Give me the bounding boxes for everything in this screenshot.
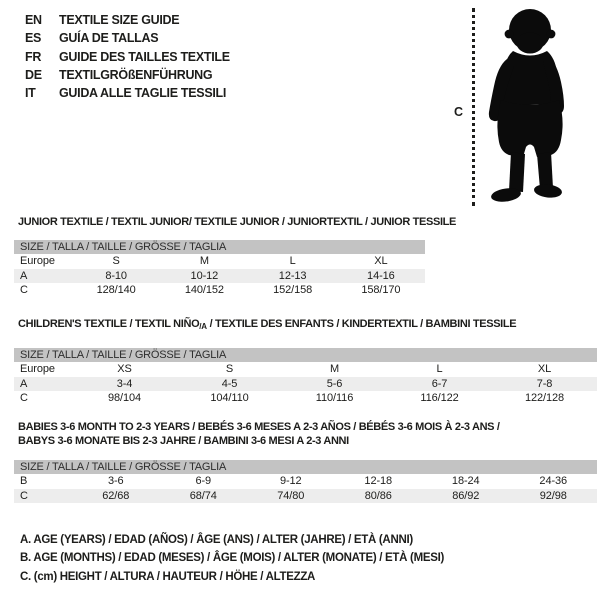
size-cell: 128/140	[96, 284, 136, 297]
note-age-years: A. AGE (YEARS) / EDAD (AÑOS) / ÂGE (ANS) / ALTER (JAHRE) / ETÀ (ANNI)	[20, 534, 413, 546]
size-cell: 5-6	[326, 377, 343, 390]
size-cell: XL	[374, 255, 388, 268]
height-dotted-line	[472, 8, 475, 206]
table-row-age	[14, 269, 425, 284]
size-cell: 68/74	[189, 489, 217, 502]
table-row-age	[14, 377, 597, 392]
size-cell: 80/86	[364, 489, 392, 502]
lang-code: EN	[25, 13, 42, 27]
title-part: CHILDREN'S TEXTILE / TEXTIL NIÑO	[18, 318, 200, 330]
size-header-bar: SIZE / TALLA / TAILLE / GRÖSSE / TAGLIA	[14, 348, 597, 362]
size-cell: S	[225, 363, 234, 376]
table-row-europe	[14, 254, 425, 269]
table-row-height	[14, 391, 597, 406]
size-cell: 12-18	[364, 475, 393, 488]
table-row-months	[14, 474, 597, 489]
lang-row-es	[25, 29, 230, 47]
lang-row-en	[25, 11, 230, 29]
size-cell: 3-4	[116, 377, 133, 390]
lang-row-de	[25, 66, 230, 84]
size-cell: 92/98	[539, 489, 567, 502]
height-marker-label: C	[454, 105, 464, 119]
section-title	[14, 420, 597, 448]
section-junior-textile	[14, 215, 457, 298]
size-cell: 3-6	[107, 475, 124, 488]
lang-code: IT	[25, 86, 36, 101]
size-cell: 14-16	[367, 269, 395, 282]
size-cell: 158/170	[361, 284, 401, 297]
size-cell: 152/158	[273, 284, 313, 297]
size-cell: M	[329, 363, 340, 376]
size-cell: 110/116	[315, 392, 354, 405]
size-cell: 24-36	[539, 475, 568, 488]
row-label: B	[20, 475, 28, 488]
size-header-bar: SIZE / TALLA / TAILLE / GRÖSSE / TAGLIA	[14, 240, 425, 254]
lang-title: GUIDE DES TAILLES TEXTILE	[59, 49, 230, 64]
row-label: Europe	[20, 255, 55, 268]
size-cell: 12-13	[278, 269, 307, 282]
row-label: C	[20, 392, 28, 405]
size-cell: 10-12	[190, 269, 219, 282]
lang-code: FR	[25, 49, 42, 64]
row-label: C	[20, 489, 28, 502]
size-cell: 62/68	[102, 489, 130, 502]
size-cell: XS	[117, 363, 132, 376]
language-title-list	[25, 11, 230, 102]
row-label: A	[20, 269, 28, 282]
section-children-textile	[14, 317, 597, 406]
size-cell: 116/122	[420, 392, 459, 405]
size-cell: 74/80	[277, 489, 305, 502]
lang-title: TEXTILGRÖßENFÜHRUNG	[59, 67, 213, 82]
lang-code: DE	[25, 67, 42, 82]
row-label: A	[20, 377, 28, 390]
lang-row-it	[25, 84, 230, 102]
size-cell: 86/92	[452, 489, 480, 502]
size-cell: 6-9	[195, 475, 212, 488]
table-row-height	[14, 283, 425, 298]
section-title	[18, 317, 597, 334]
lang-row-fr	[25, 48, 230, 66]
lang-title: TEXTILE SIZE GUIDE	[59, 13, 180, 27]
lang-title: GUIDA ALLE TAGLIE TESSILI	[59, 86, 227, 101]
toddler-silhouette-icon	[485, 4, 597, 204]
size-cell: 104/110	[210, 392, 249, 405]
size-cell: 122/128	[524, 392, 565, 405]
size-cell: 6-7	[431, 377, 448, 390]
row-label: C	[20, 284, 28, 297]
size-cell: 9-12	[279, 475, 302, 488]
size-cell: S	[112, 255, 120, 268]
size-cell: L	[289, 255, 296, 268]
section-title-line1: BABIES 3-6 MONTH TO 2-3 YEARS / BEBÉS 3-6 MESES A 2-3 AÑOS / BÉBÉS 3-6 MOIS À 2-3 ANS /	[18, 421, 500, 433]
size-header-bar: SIZE / TALLA / TAILLE / GRÖSSE / TAGLIA	[14, 460, 597, 474]
size-cell: 18-24	[451, 475, 480, 488]
table-row-europe	[14, 362, 597, 377]
size-cell: XL	[537, 363, 552, 376]
row-label: Europe	[20, 363, 55, 376]
lang-title: GUÍA DE TALLAS	[59, 31, 159, 46]
size-cell: 98/104	[107, 392, 142, 405]
section-title: JUNIOR TEXTILE / TEXTIL JUNIOR/ TEXTILE JUNIOR / JUNIORTEXTIL / JUNIOR TESSILE	[18, 216, 457, 228]
size-cell: 8-10	[105, 269, 127, 282]
legend-notes	[20, 531, 444, 586]
size-cell: 140/152	[184, 284, 224, 297]
section-title-line2: BABYS 3-6 MONATE BIS 2-3 JAHRE / BAMBINI 3-6 MESI A 2-3 ANNI	[18, 435, 349, 447]
section-babies-textile	[14, 420, 597, 503]
size-cell: 4-5	[221, 377, 238, 390]
size-cell: 7-8	[536, 377, 553, 390]
note-height-cm: C. (cm) HEIGHT / ALTURA / HAUTEUR / HÖHE / ALTEZZA	[20, 570, 316, 583]
title-subscript: /A	[199, 322, 207, 331]
table-row-height	[14, 489, 597, 504]
title-part: / TEXTILE DES ENFANTS / KINDERTEXTIL / BAMBINI TESSILE	[206, 318, 517, 330]
lang-code: ES	[25, 31, 42, 46]
size-cell: M	[199, 255, 209, 268]
size-cell: L	[436, 363, 443, 376]
note-age-months: B. AGE (MONTHS) / EDAD (MESES) / ÂGE (MOIS) / ALTER (MONATE) / ETÀ (MESI)	[20, 552, 445, 565]
